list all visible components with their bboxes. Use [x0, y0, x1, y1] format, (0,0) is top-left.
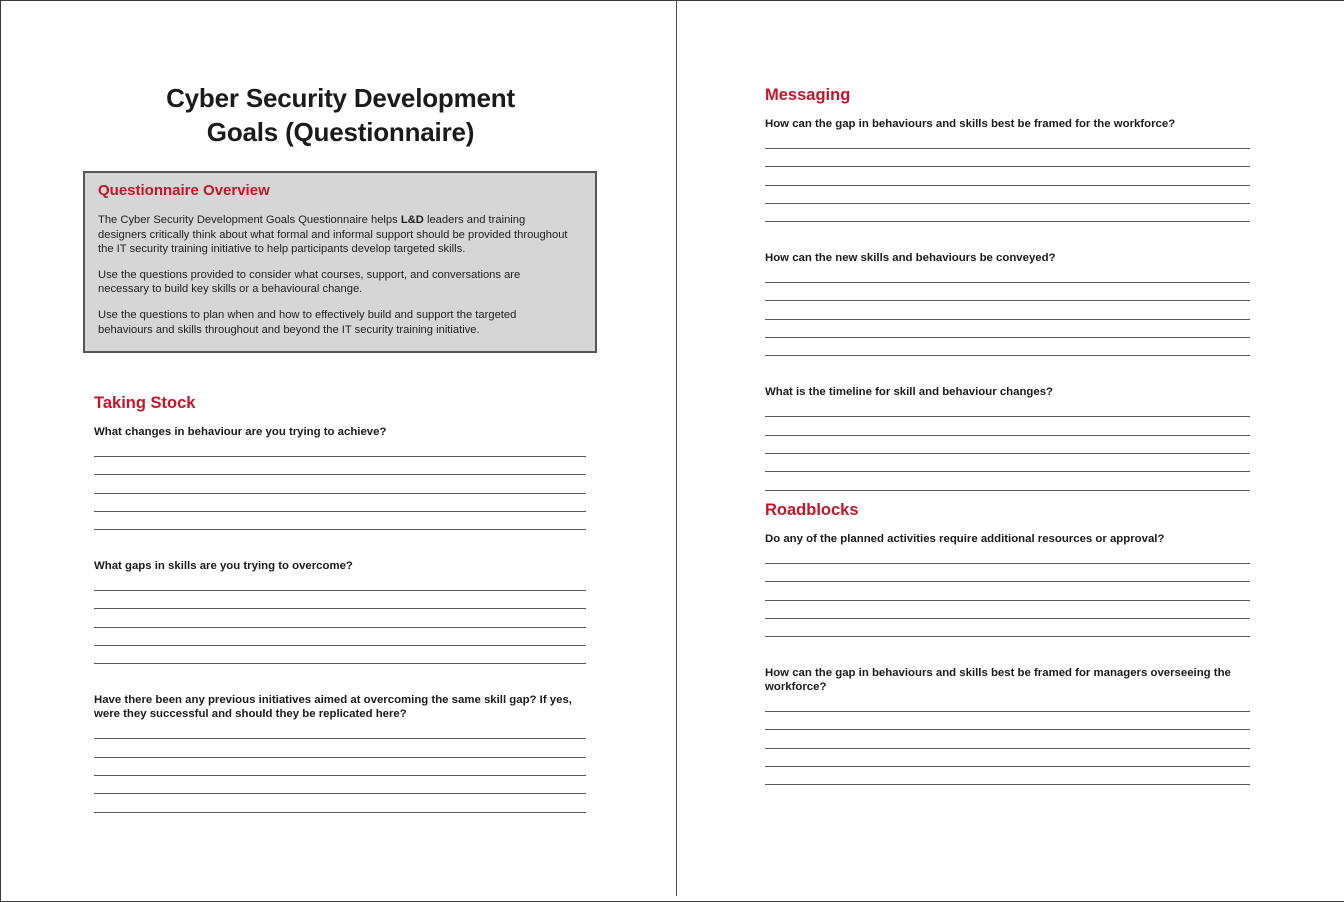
answer-lines[interactable]: [765, 407, 1250, 490]
question-block: [765, 532, 1250, 637]
answer-line[interactable]: [765, 564, 1250, 582]
section-taking-stock: [94, 394, 586, 842]
question-block: [94, 559, 586, 664]
overview-paragraph-1: [98, 213, 574, 257]
answer-lines[interactable]: [94, 729, 586, 812]
question-block: [765, 117, 1250, 222]
answer-lines[interactable]: [765, 273, 1250, 356]
answer-line[interactable]: [765, 601, 1250, 619]
answer-line[interactable]: [765, 436, 1250, 454]
overview-paragraph-3: Use the questions to plan when and how to effectively build and support the targeted behaviours and skills throughout and beyond the IT security training initiative.: [98, 308, 517, 336]
answer-line[interactable]: [765, 338, 1250, 356]
question-text: Do any of the planned activities require additional resources or approval?: [765, 533, 1165, 545]
answer-line[interactable]: [765, 320, 1250, 338]
answer-line[interactable]: [765, 582, 1250, 600]
overview-p1-bold: L&D: [400, 214, 424, 226]
question-block: [765, 385, 1250, 490]
question-text: How can the gap in behaviours and skills best be framed for the workforce?: [765, 118, 1176, 130]
page-title: [83, 81, 598, 149]
section-roadblocks: [765, 501, 1250, 814]
overview-p1-part-1: The Cyber Security Development Goals Questionnaire helps: [98, 214, 401, 226]
answer-line[interactable]: [765, 472, 1250, 490]
question-text: What is the timeline for skill and behaviour changes?: [765, 386, 1053, 399]
page-left: [1, 1, 676, 902]
overview-paragraph-2: Use the questions provided to consider what courses, support, and conversations are necessary to build key skills or a behavioural change.: [98, 268, 521, 296]
question-text: How can the gap in behaviours and skills best be framed for managers overseeing the workforce?: [765, 667, 1231, 694]
answer-line[interactable]: [94, 494, 586, 512]
answer-lines[interactable]: [94, 581, 586, 664]
question-block: [765, 251, 1250, 356]
answer-line[interactable]: [94, 591, 586, 609]
answer-line[interactable]: [94, 758, 586, 776]
page-title-line-1: Cyber Security Development: [166, 83, 515, 113]
answer-lines[interactable]: [765, 702, 1250, 785]
section-heading-messaging: Messaging: [765, 86, 851, 104]
question-text: How can the new skills and behaviours be conveyed?: [765, 252, 1056, 265]
answer-line[interactable]: [765, 186, 1250, 204]
answer-line[interactable]: [765, 454, 1250, 472]
answer-line[interactable]: [765, 301, 1250, 319]
question-block: [94, 693, 586, 812]
overview-body: [98, 213, 574, 337]
answer-line[interactable]: [765, 204, 1250, 222]
section-heading-taking-stock: Taking Stock: [94, 394, 196, 412]
answer-line[interactable]: [765, 554, 1250, 564]
answer-line[interactable]: [765, 417, 1250, 435]
answer-line[interactable]: [765, 167, 1250, 185]
answer-line[interactable]: [94, 457, 586, 475]
answer-lines[interactable]: [94, 447, 586, 530]
answer-line[interactable]: [765, 149, 1250, 167]
question-text: What changes in behaviour are you trying to achieve?: [94, 426, 387, 438]
answer-lines[interactable]: [765, 554, 1250, 637]
answer-line[interactable]: [765, 619, 1250, 637]
answer-line[interactable]: [94, 581, 586, 591]
answer-line[interactable]: [765, 273, 1250, 283]
answer-line[interactable]: [765, 283, 1250, 301]
page-right: [677, 1, 1344, 902]
answer-line[interactable]: [94, 794, 586, 812]
answer-line[interactable]: [94, 739, 586, 757]
answer-line[interactable]: [765, 712, 1250, 730]
answer-line[interactable]: [94, 512, 586, 530]
answer-line[interactable]: [765, 407, 1250, 417]
answer-line[interactable]: [765, 730, 1250, 748]
question-block: [94, 425, 586, 530]
answer-line[interactable]: [94, 646, 586, 664]
answer-line[interactable]: [94, 628, 586, 646]
section-heading-roadblocks: Roadblocks: [765, 501, 859, 519]
question-block: [765, 666, 1250, 785]
overview-p1-part-2: leaders and training designers critically think about what formal and informal support should be provided throughout the IT security training initiative to help participants develop targeted skills.: [98, 214, 568, 256]
questionnaire-overview-box: [83, 171, 597, 353]
page-title-line-2: Goals (Questionnaire): [206, 117, 475, 147]
answer-line[interactable]: [765, 749, 1250, 767]
section-messaging: [765, 86, 1250, 520]
overview-heading: Questionnaire Overview: [98, 182, 270, 199]
answer-line[interactable]: [94, 776, 586, 794]
question-text: What gaps in skills are you trying to overcome?: [94, 560, 353, 573]
answer-lines[interactable]: [765, 139, 1250, 222]
answer-line[interactable]: [765, 139, 1250, 149]
answer-line[interactable]: [94, 447, 586, 457]
answer-line[interactable]: [94, 475, 586, 493]
answer-line[interactable]: [94, 729, 586, 739]
question-text: Have there been any previous initiatives aimed at overcoming the same skill gap? If yes, were they successful and should they be replicated here?: [94, 694, 572, 721]
answer-line[interactable]: [94, 609, 586, 627]
answer-line[interactable]: [765, 702, 1250, 712]
answer-line[interactable]: [765, 767, 1250, 785]
